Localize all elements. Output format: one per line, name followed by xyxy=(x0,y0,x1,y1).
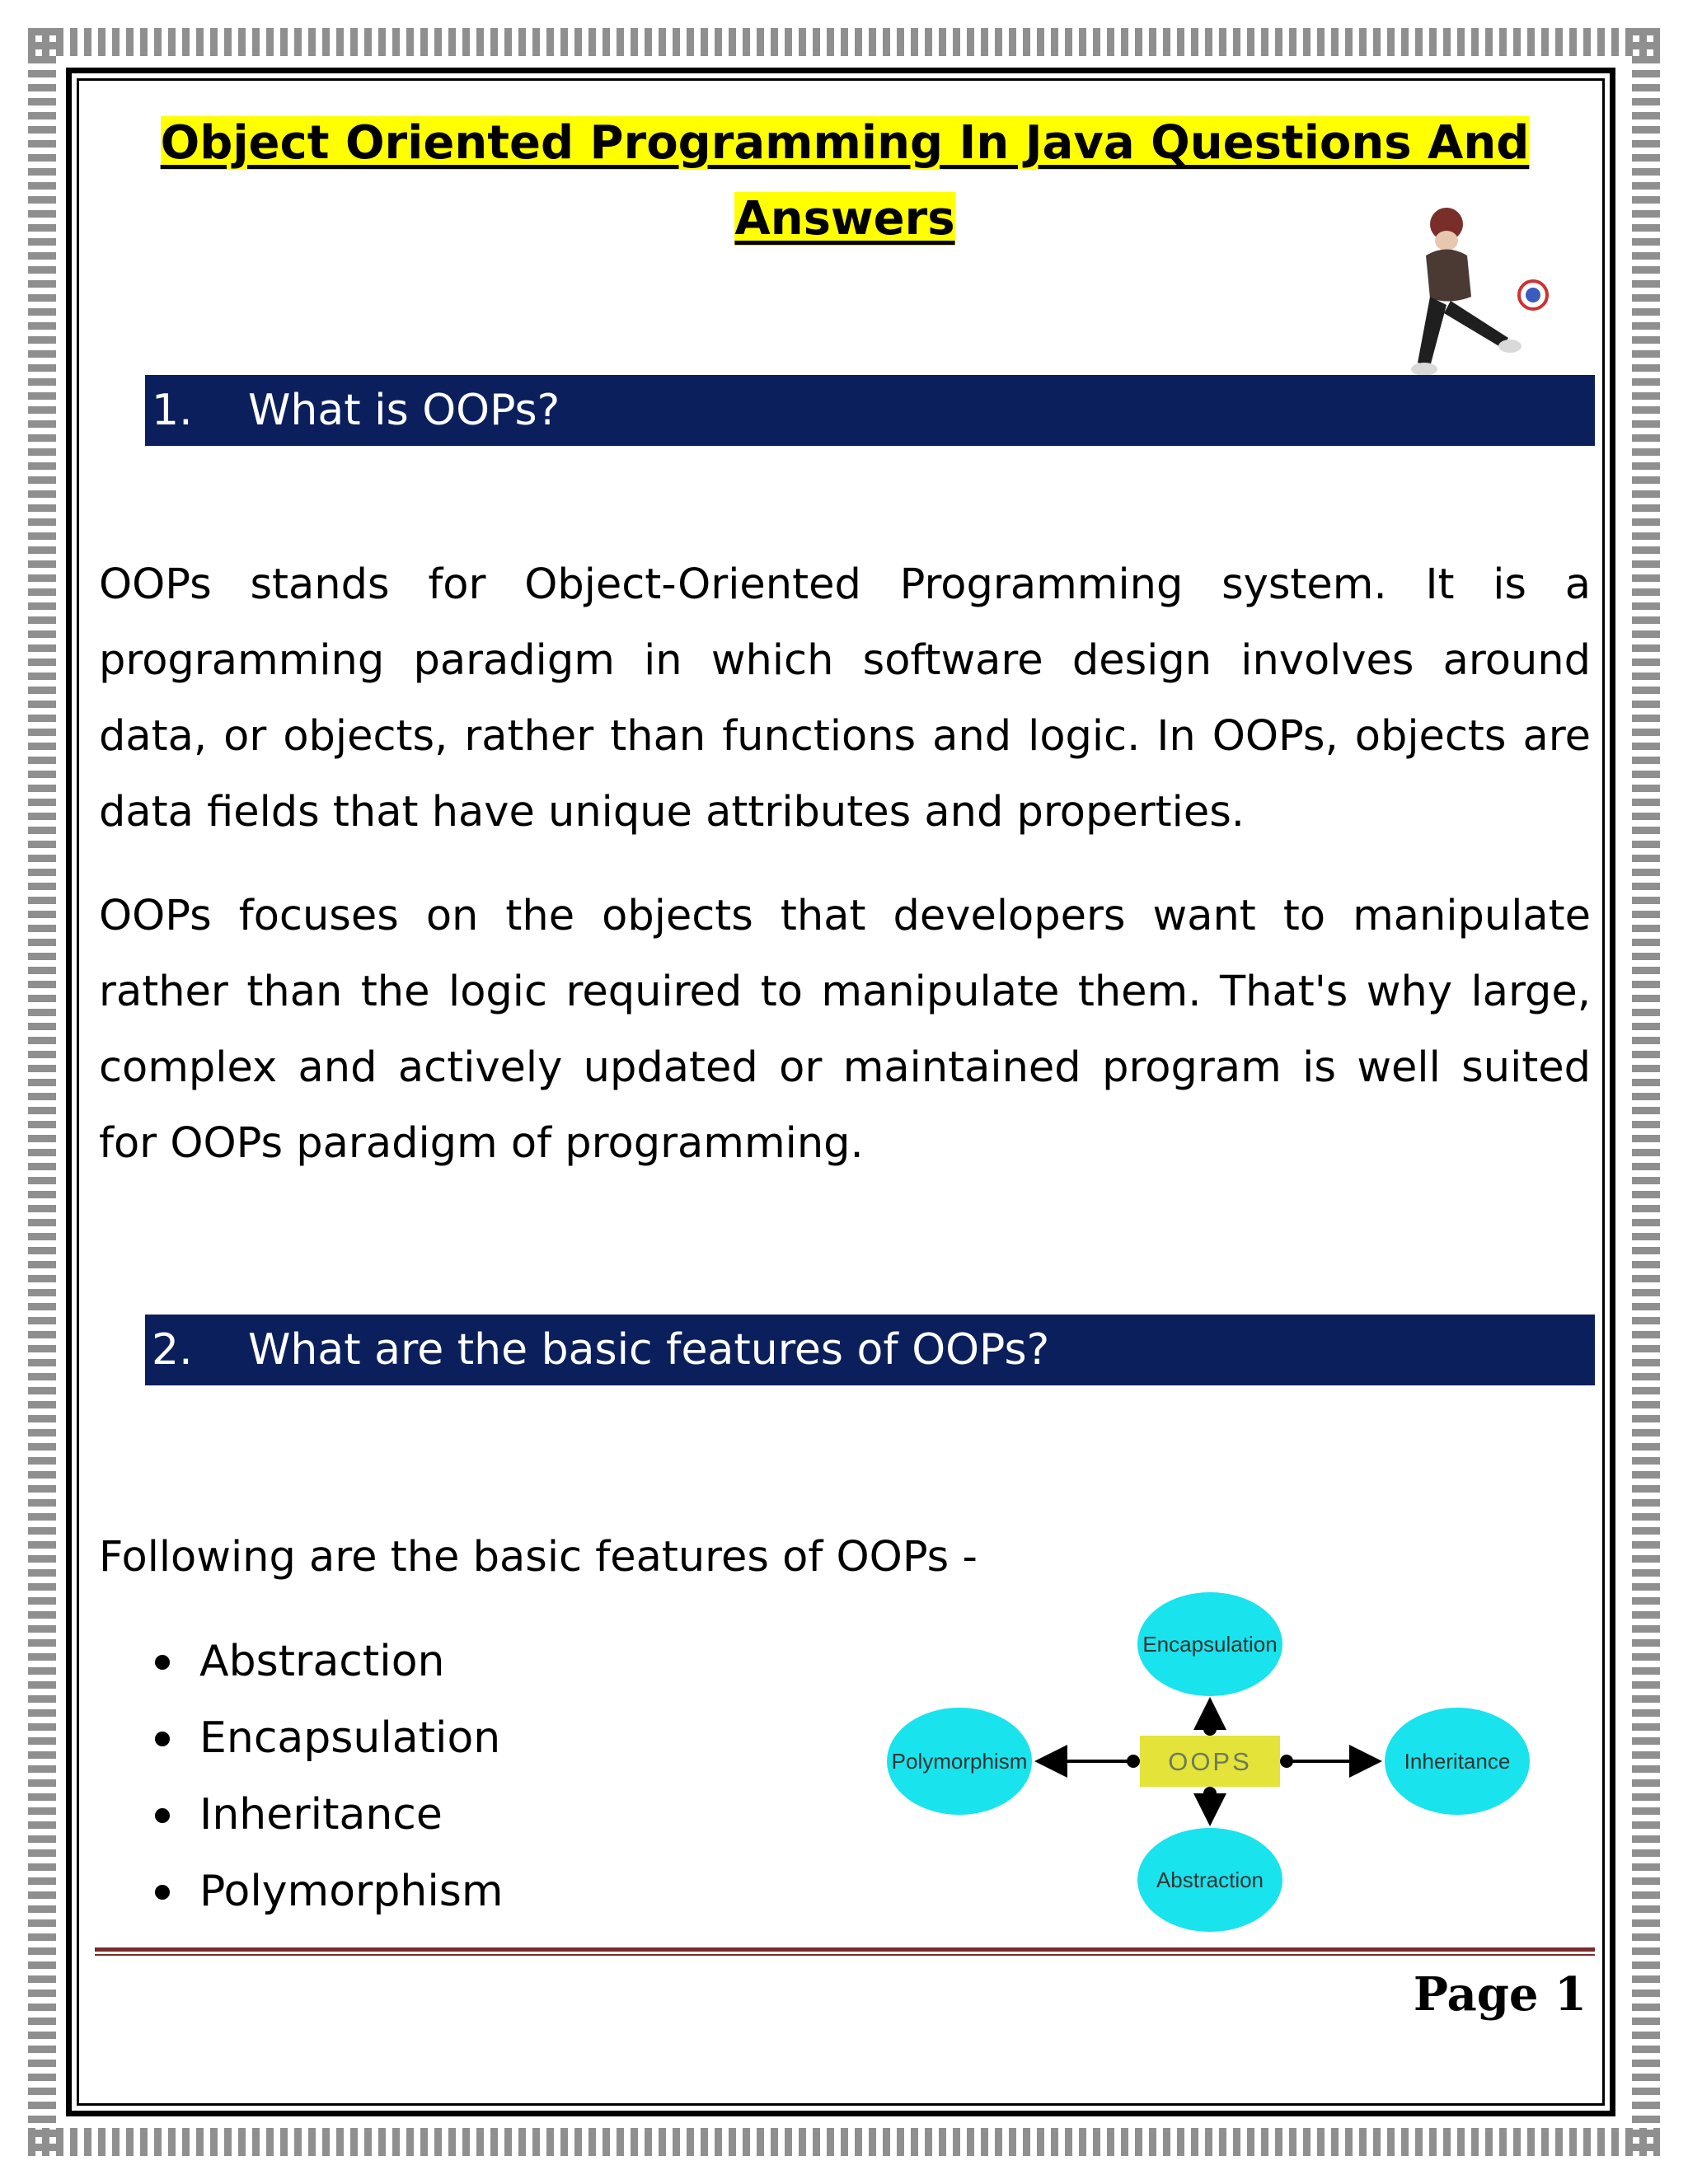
page-title-text: Object Oriented Programming In Java Questions And Answers xyxy=(160,116,1530,246)
diagram-label-top: Encapsulation xyxy=(1142,1632,1278,1657)
question-number: 2. xyxy=(152,1325,193,1375)
oops-features-diagram xyxy=(878,1586,1545,1937)
diagram-label-right: Inheritance xyxy=(1404,1749,1511,1774)
question-1-header xyxy=(145,375,1595,446)
footer-rule xyxy=(95,1947,1595,1952)
question-number: 1. xyxy=(152,386,193,435)
list-item: Inheritance xyxy=(148,1777,504,1854)
diagram-label-center: OOPS xyxy=(1168,1747,1252,1776)
diagram-label-left: Polymorphism xyxy=(891,1749,1028,1774)
page-number: Page 1 xyxy=(1413,1967,1587,2022)
list-item: Polymorphism xyxy=(148,1854,504,1930)
list-item: Abstraction xyxy=(148,1624,504,1700)
answer-1-paragraph-2: OOPs focuses on the objects that developers want to manipulate rather than the logic required to manipulate them. That's why large, complex and actively updated or maintained program is well suited for OOPs paradigm of programming. xyxy=(99,892,1591,1168)
page-border-top xyxy=(28,28,1660,56)
footer-rule-thin xyxy=(95,1954,1595,1956)
page-title xyxy=(148,105,1541,257)
question-text: What are the basic features of OOPs? xyxy=(248,1325,1050,1375)
list-item: Encapsulation xyxy=(148,1700,504,1777)
question-2-header xyxy=(145,1315,1595,1385)
question-text: What is OOPs? xyxy=(248,386,560,435)
kid-kicking-ball-illustration xyxy=(1393,198,1550,379)
features-list xyxy=(148,1624,504,1930)
page-border-left xyxy=(28,28,56,2156)
diagram-label-bottom: Abstraction xyxy=(1156,1868,1264,1892)
answer-1-paragraph-1: OOPs stands for Object-Oriented Programming system. It is a programming paradigm in which software design involves around data, or objects, rather than functions and logic. In OOPs, objects are data fields that have unique attributes and properties. xyxy=(99,560,1591,837)
page-border-right xyxy=(1632,28,1660,2156)
page-border-bottom xyxy=(28,2128,1660,2156)
answer-2-intro: Following are the basic features of OOPs - xyxy=(99,1533,978,1582)
